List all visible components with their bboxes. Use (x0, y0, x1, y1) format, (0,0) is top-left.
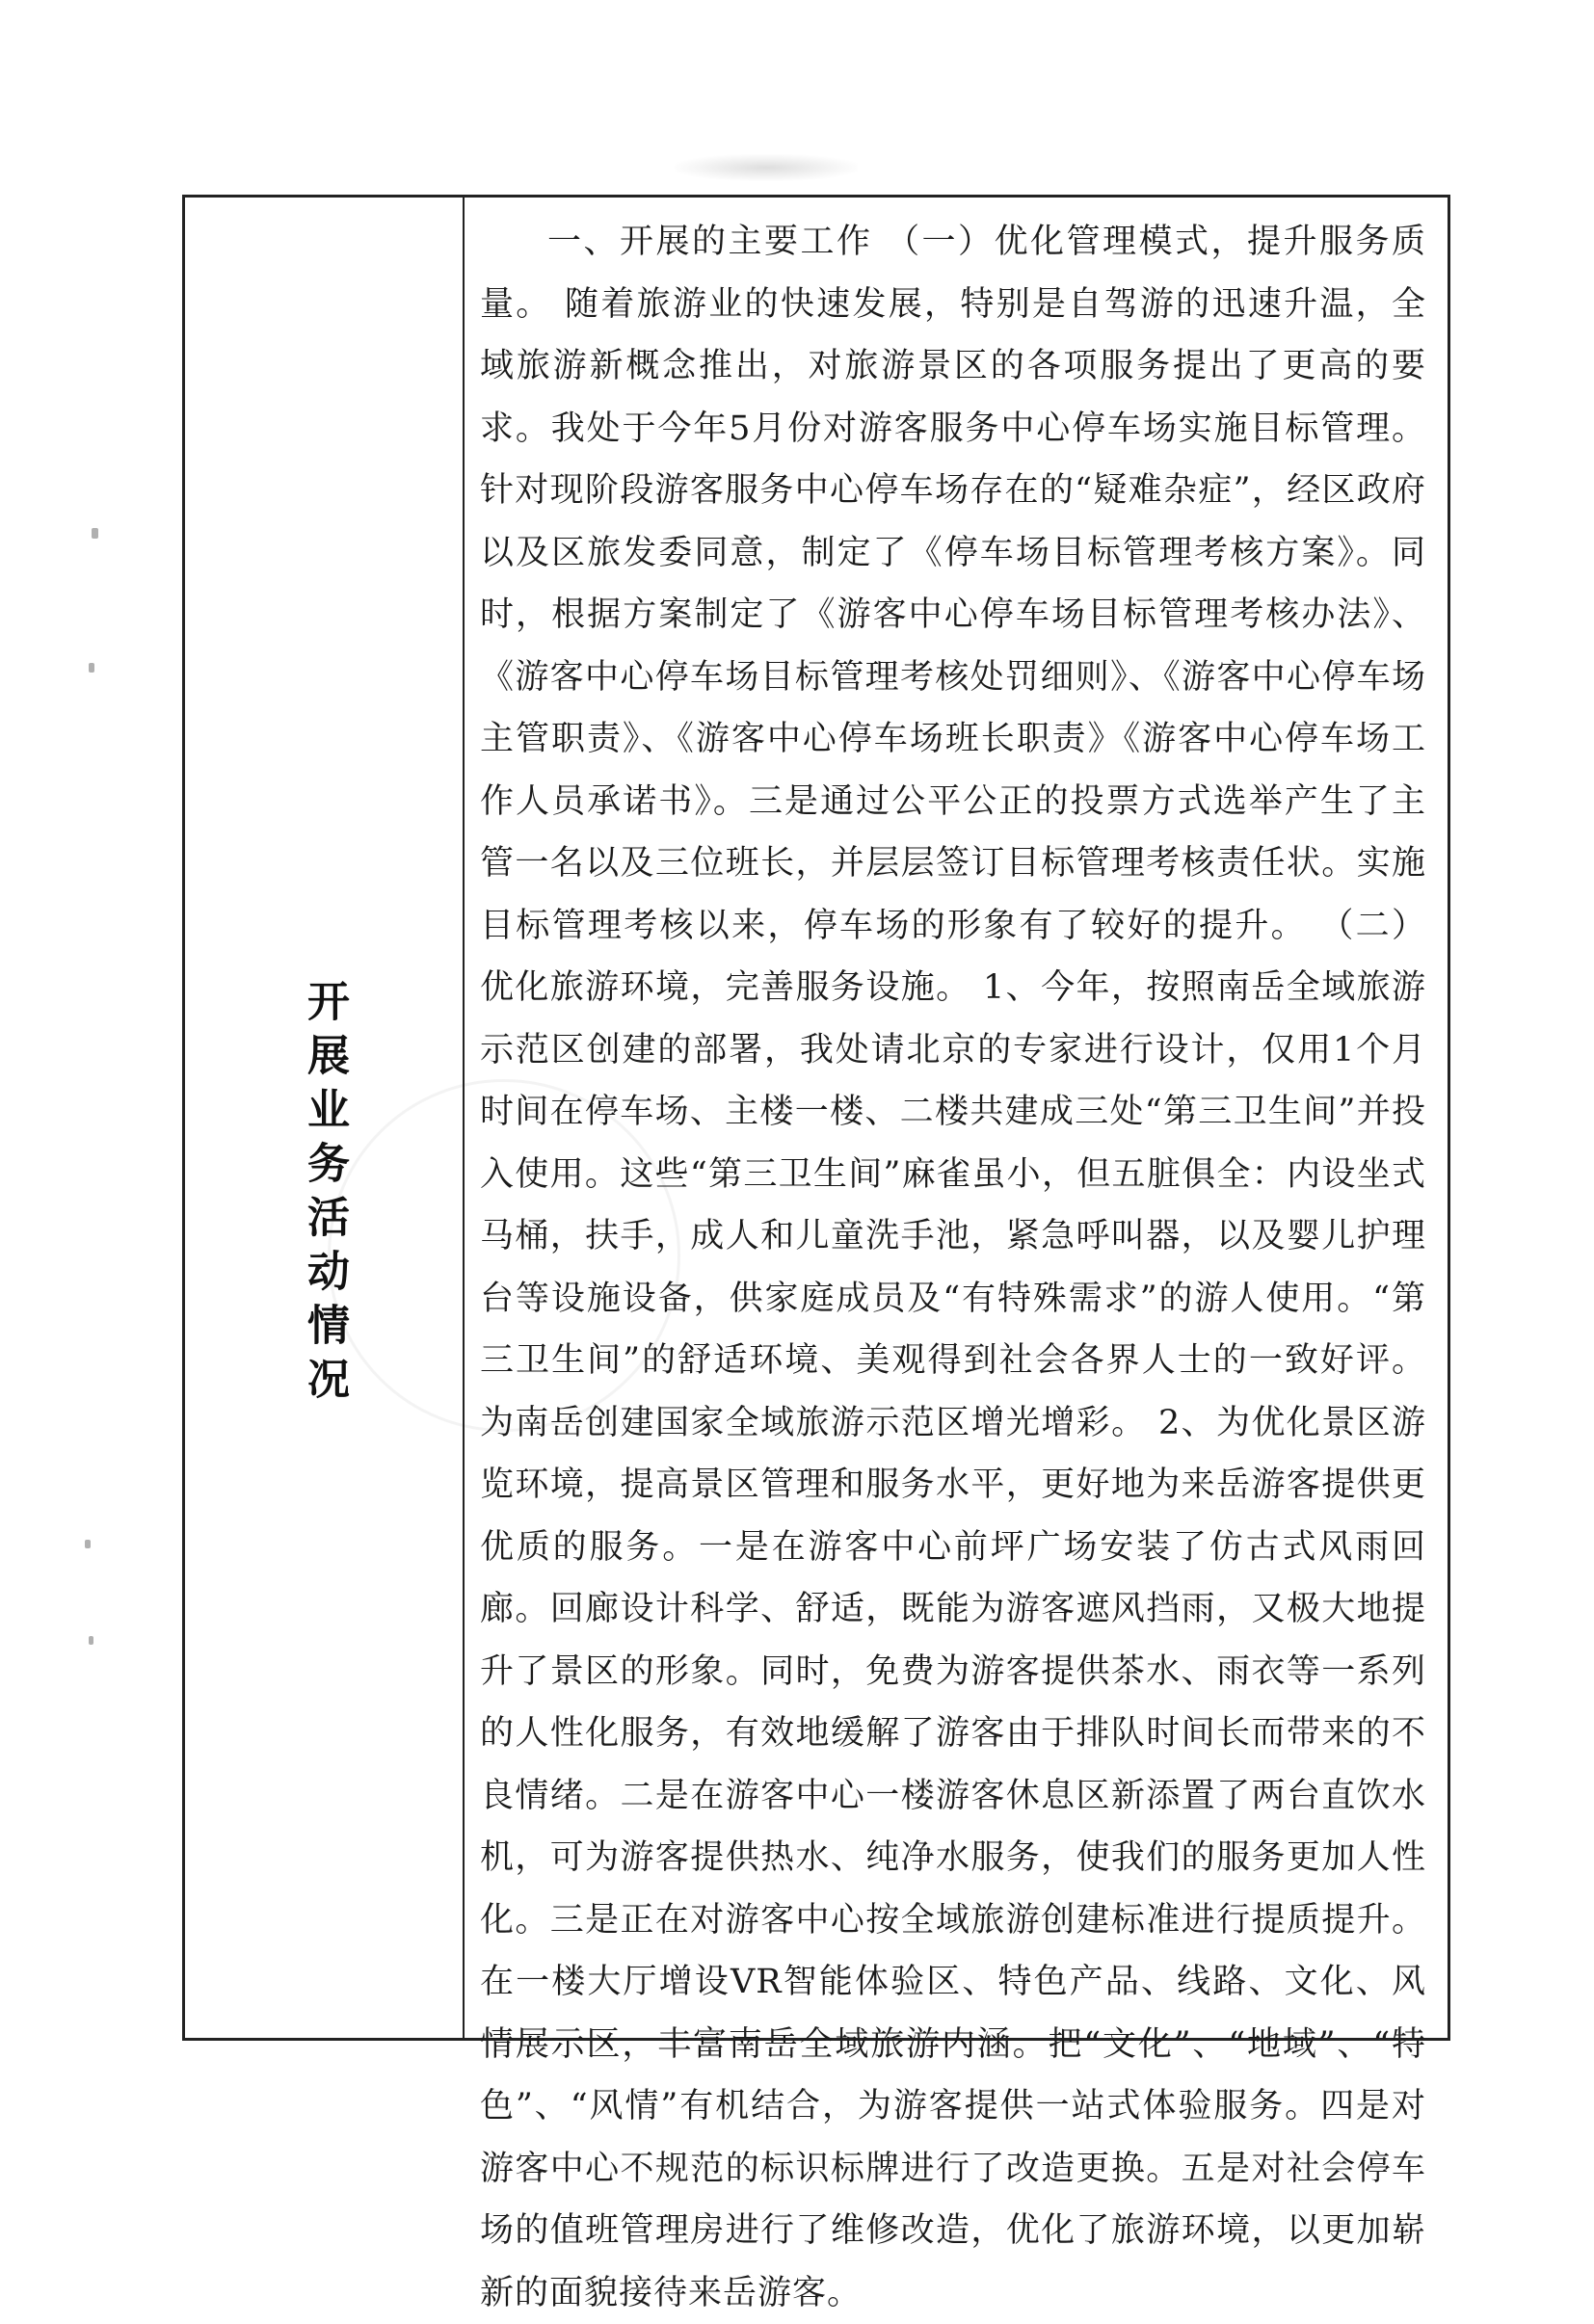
scan-speck (85, 1540, 91, 1548)
row-label: 开展业务活动情况 (300, 979, 349, 1411)
content-cell (465, 198, 1448, 2312)
activity-description: 一、开展的主要工作 （一）优化管理模式，提升服务质量。 随着旅游业的快速发展，特别是自驾游的迅速升温，全域旅游新概念推出，对旅游景区的各项服务提出了更高的要求。我处于今年5月份对游客服务中心停车场实施目标管理。针对现阶段游客服务中心停车场存在的“疑难杂症”，经区政府以及区旅发委同意，制定了《停车场目标管理考核方案》。同时，根据方案制定了《游客中心停车场目标管理考核办法》、《游客中心停车场目标管理考核处罚细则》、《游客中心停车场主管职责》、《游客中心停车场班长职责》《游客中心停车场工作人员承诺书》。三是通过公平公正的投票方式选举产生了主管一名以及三位班长，并层层签订目标管理考核责任状。实施目标管理考核以来，停车场的形象有了较好的提升。 （二）优化旅游环境，完善服务设施。 1、今年，按照南岳全域旅游示范区创建的部署，我处请北京的专家进行设计，仅用1个月时间在停车场、主楼一楼、二楼共建成三处“第三卫生间”并投入使用。这些“第三卫生间”麻雀虽小，但五脏俱全：内设坐式马桶，扶手，成人和儿童洗手池，紧急呼叫器，以及婴儿护理台等设施设备，供家庭成员及“有特殊需求”的游人使用。“第三卫生间”的舒适环境、美观得到社会各界人士的一致好评。为南岳创建国家全域旅游示范区增光增彩。 2、为优化景区游览环境，提高景区管理和服务水平，更好地为来岳游客提供更优质的服务。一是在游客中心前坪广场安装了仿古式风雨回廊。回廊设计科学、舒适，既能为游客遮风挡雨，又极大地提升了景区的形象。同时，免费为游客提供茶水、雨衣等一系列的人性化服务，有效地缓解了游客由于排队时间长而带来的不良情绪。二是在游客中心一楼游客休息区新添置了两台直饮水机，可为游客提供热水、纯净水服务，使我们的服务更加人性化。三是正在对游客中心按全域旅游创建标准进行提质提升。在一楼大厅增设VR智能体验区、特色产品、线路、文化、风情展示区，丰富南岳全域旅游内涵。把“文化”、“地域”、“特色”、“风情”有机结合，为游客提供一站式体验服务。四是对游客中心不规范的标识标牌进行了改造更换。五是对社会停车场的值班管理房进行了维修改造，优化了旅游环境，以更加崭新的面貌接待来岳游客。 (480, 223, 1426, 2312)
label-cell (185, 198, 465, 2038)
scan-speck (92, 528, 98, 539)
scan-speck (89, 663, 94, 673)
activity-table (182, 195, 1450, 2312)
scan-speck (89, 1636, 93, 1645)
scan-smudge (675, 154, 858, 181)
